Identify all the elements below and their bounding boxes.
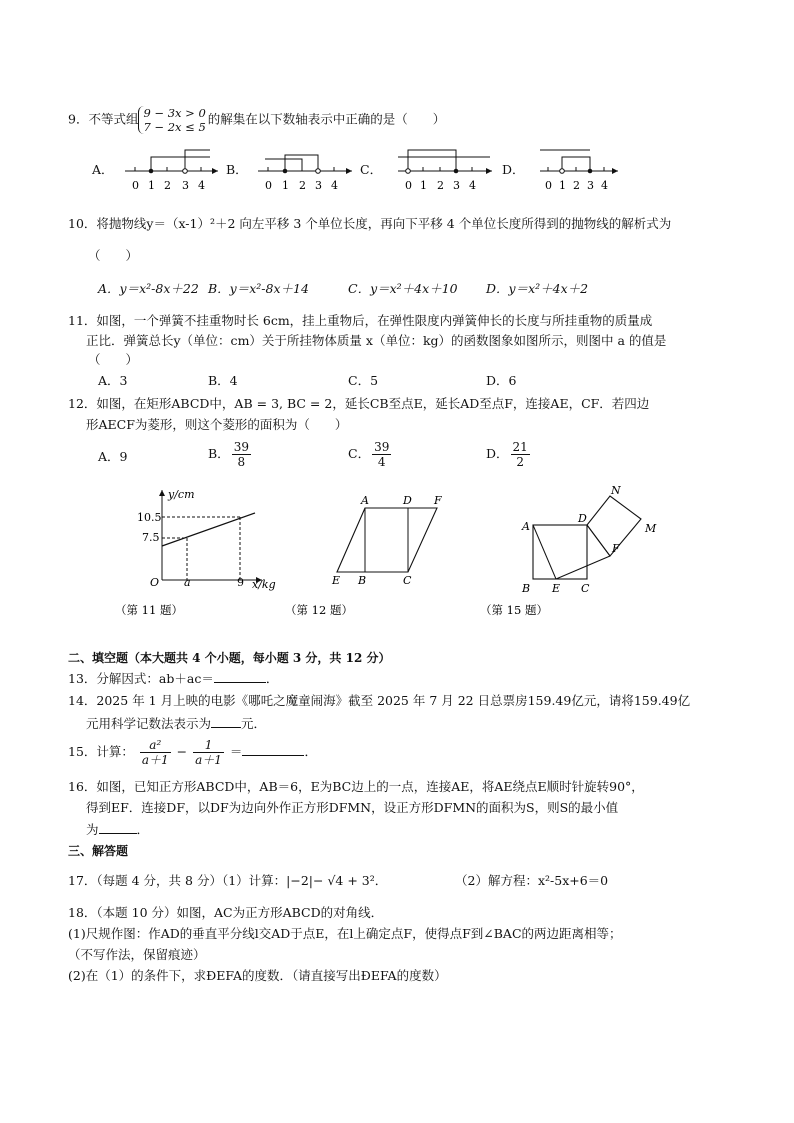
figure-12-rhombus <box>331 494 442 587</box>
q9-option-b-label: B． <box>226 162 248 177</box>
q11-stem-line2: 正比．弹簧总长y（单位：cm）关于所挂物体质量 x（单位：kg）的函数图象如图所示，则图中 a 的值是 <box>86 333 667 348</box>
q18-line4: (2)在（1）的条件下，求ÐEFA的度数．（请直接写出ÐEFA的度数） <box>68 968 447 983</box>
number-line-d <box>540 150 618 192</box>
vertex-label: D <box>403 494 412 507</box>
q10-stem: 10．将抛物线y＝（x-1）²＋2 向左平移 3 个单位长度，再向下平移 4 个单位长度所得到的抛物线的解析式为 <box>68 216 672 231</box>
vertex-label: C <box>403 574 412 587</box>
answer-blank[interactable] <box>211 715 241 728</box>
tick-label: 2 <box>437 179 444 192</box>
vertex-label: B <box>358 574 367 587</box>
q11-stem-line1: 11．如图，一个弹簧不挂重物时长 6cm，挂上重物后，在弹性限度内弹簧伸长的长度与所挂重物的质量成 <box>68 313 653 328</box>
q18-line2: (1)尺规作图：作AD的垂直平分线l交AD于点E，在l上确定点F，使得点F到∠BAC的两边距离相等； <box>68 926 622 941</box>
q14-line2: 元用科学记数法表示为 元． <box>86 716 267 731</box>
tick-label: 1 <box>282 179 289 192</box>
tick-label: 4 <box>198 179 205 192</box>
answer-blank[interactable] <box>242 743 304 756</box>
q12-stem-line1: 12．如图，在矩形ABCD中，AB = 3, BC = 2，延长CB至点E，延长AD至点F，连接AE，CF．若四边 <box>68 396 650 411</box>
tick-label: 2 <box>299 179 306 192</box>
q13: 13．分解因式：ab＋ac＝ ． <box>68 671 279 686</box>
q12-option-b: B． $\frac{39}{8}$ <box>208 440 249 469</box>
figure-11-caption: （第 11 题） <box>115 603 183 617</box>
q9-stem: 9．不等式组 9 − 3x > 0 7 − 2x ≤ 5 的解集在以下数轴表示中正确的是（ ） <box>68 106 446 134</box>
number-line-b <box>258 155 352 192</box>
vertex-label: B <box>522 582 531 595</box>
q9-option-a-label: A． <box>92 162 114 177</box>
q11-option-b: B．4 <box>208 373 238 388</box>
figure-12-caption: （第 12 题） <box>285 603 353 617</box>
fraction: $\frac{39}{8}$ <box>233 440 249 469</box>
vertex-label: A <box>361 494 369 507</box>
x-axis-label: x/kg <box>252 578 276 591</box>
tick-label: 4 <box>601 179 608 192</box>
tick-label: 2 <box>164 179 171 192</box>
vertex-label: E <box>332 574 341 587</box>
q12-option-a: A．9 <box>98 449 128 464</box>
q10-paren: （ ） <box>88 248 139 263</box>
answer-blank[interactable] <box>214 670 266 683</box>
vertex-label: E <box>552 582 561 595</box>
vertex-label: F <box>434 494 442 507</box>
q10-option-a: A．y＝x²-8x＋22 <box>98 281 199 296</box>
q16-line3: 为 ． <box>86 822 150 837</box>
tick-label: 1 <box>148 179 155 192</box>
q11-option-d: D．6 <box>486 373 517 388</box>
q10-option-c: C．y＝x²＋4x＋10 <box>348 281 458 296</box>
vertex-label: F <box>612 542 620 555</box>
y-tick-label: 10.5 <box>137 511 162 524</box>
tick-label: 1 <box>559 179 566 192</box>
tick-label: 3 <box>315 179 322 192</box>
figures-row <box>0 480 794 620</box>
x-tick-label: 9 <box>237 576 244 589</box>
q11-option-c: C．5 <box>348 373 379 388</box>
inequality-system: 9 − 3x > 0 7 − 2x ≤ 5 <box>138 106 207 134</box>
tick-label: 3 <box>453 179 460 192</box>
vertex-label: D <box>578 512 587 525</box>
y-axis-label: y/cm <box>168 488 195 501</box>
tick-label: 1 <box>420 179 427 192</box>
vertex-label: N <box>611 484 621 497</box>
tick-label: 0 <box>265 179 272 192</box>
number-line-a <box>125 150 218 192</box>
figure-15-caption: （第 15 题） <box>480 603 548 617</box>
q12-stem-line2: 形AECF为菱形，则这个菱形的面积为（ ） <box>86 417 348 432</box>
q14-line1: 14．2025 年 1 月上映的电影《哪吒之魔童闹海》截至 2025 年 7 月 22 日总票房159.49亿元，请将159.49亿 <box>68 693 691 708</box>
fraction: $\frac{39}{4}$ <box>374 440 390 469</box>
q12-option-c: C． $\frac{39}{4}$ <box>348 440 390 469</box>
vertex-label: C <box>581 582 590 595</box>
q17-part2: （2）解方程：x²-5x+6＝0 <box>455 873 609 888</box>
tick-label: 3 <box>587 179 594 192</box>
q17-part1: 17．（每题 4 分，共 8 分）（1）计算：|−2|− √4 + 3²． <box>68 873 388 888</box>
tick-label: 2 <box>573 179 580 192</box>
q11-paren: （ ） <box>88 352 139 367</box>
origin-label: O <box>150 576 160 589</box>
q18-line1: 18．（本题 10 分）如图，AC为正方形ABCD的对角线． <box>68 905 384 920</box>
figure-15-squares <box>521 484 657 595</box>
vertex-label: A <box>522 520 530 533</box>
tick-label: 3 <box>182 179 189 192</box>
fraction: $\frac{21}{2}$ <box>512 440 528 469</box>
section-3-heading: 三、解答题 <box>68 844 129 858</box>
q18-line3: （不写作法，保留痕迹） <box>68 947 206 962</box>
q9-number-lines <box>0 145 794 205</box>
tick-label: 0 <box>545 179 552 192</box>
tick-label: 0 <box>132 179 139 192</box>
fraction: $\frac{\text{a²}}{a+1}$ <box>141 738 169 767</box>
tick-label: 0 <box>405 179 412 192</box>
q10-option-d: D．y＝x²＋4x＋2 <box>486 281 589 296</box>
q12-option-d: D． $\frac{21}{2}$ <box>486 440 528 469</box>
tick-label: 4 <box>469 179 476 192</box>
answer-blank[interactable] <box>99 821 137 834</box>
q16-line1: 16．如图，已知正方形ABCD中，AB＝6，E为BC边上的一点，连接AE，将AE绕点E顺时针旋转90°， <box>68 779 644 794</box>
figure-11-graph <box>137 488 276 591</box>
fraction: $\frac{1}{a+1}$ <box>195 738 222 767</box>
q16-line2: 得到EF．连接DF，以DF为边向外作正方形DFMN，设正方形DFMN的面积为S，则S的最小值 <box>86 800 619 815</box>
q11-option-a: A．3 <box>98 373 128 388</box>
tick-label: 4 <box>331 179 338 192</box>
section-2-heading: 二、填空题（本大题共 4 个小题，每小题 3 分，共 12 分） <box>68 651 391 665</box>
q15: 15．计算： $\frac{\text{a²}}{a+1}$ − $\frac{1}{a+1}$ ＝ ． <box>68 738 317 767</box>
number-line-c <box>398 150 492 192</box>
q9-option-d-label: D． <box>502 162 525 177</box>
vertex-label: M <box>645 522 657 535</box>
y-tick-label: 7.5 <box>142 531 160 544</box>
q9-option-c-label: C． <box>360 162 383 177</box>
q10-option-b: B．y＝x²-8x＋14 <box>208 281 309 296</box>
x-tick-label: a <box>184 576 191 589</box>
